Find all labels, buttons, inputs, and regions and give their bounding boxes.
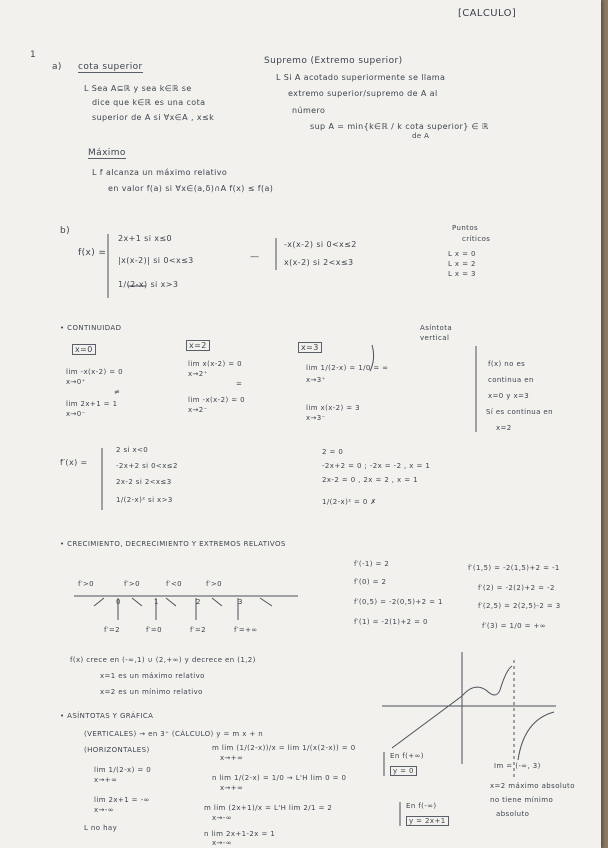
- part-a-letter: a): [52, 62, 62, 72]
- limit-sub: x→2⁺: [188, 370, 208, 378]
- derivative-zero: 2 = 0: [322, 448, 344, 456]
- derivative-zero: 2x-2 = 0 , 2x = 2 , x = 1: [322, 476, 418, 484]
- limit: lim x(x-2) = 3: [306, 404, 361, 412]
- h-limit-sub: x→+∞: [94, 776, 118, 784]
- m-limit: m lim (2x+1)/x = L'H lim 2/1 = 2: [204, 804, 333, 812]
- h-limit-sub: x→-∞: [94, 806, 114, 814]
- sign-label: f′<0: [166, 580, 182, 588]
- n-limit: n lim 2x+1-2x = 1: [204, 830, 276, 838]
- cota-line: superior de A si ∀x∈A , x≤k: [92, 113, 215, 122]
- result-box: y = 0: [390, 766, 417, 776]
- m-limit-sub: x→+∞: [220, 754, 244, 762]
- derivative-zero: 1/(2-x)² = 0 ✗: [322, 498, 377, 506]
- neq-sign: ≠: [114, 388, 121, 396]
- m-limit-sub: x→-∞: [212, 814, 232, 822]
- conclusion-line: f(x) no es: [488, 360, 526, 368]
- asintota-label: vertical: [420, 334, 450, 342]
- continuity-title: • CONTINUIDAD: [60, 324, 122, 332]
- maximo-title: Máximo: [88, 148, 126, 158]
- piece-3: 1/(2-x) si x>3: [118, 280, 179, 289]
- conclusion-line: Sí es continua en: [486, 408, 553, 416]
- no-asymptote: L no hay: [84, 824, 118, 832]
- vertical-line: (VERTICALES) → en 3⁺ (CÁLCULO) y = m x + n: [84, 730, 264, 738]
- result-label: En f(-∞): [406, 802, 437, 810]
- eq-sign: =: [236, 380, 243, 388]
- asymptotes-title: • ASÍNTOTAS Y GRÁFICA: [60, 712, 154, 720]
- derivative-piece: 2 si x<0: [116, 446, 149, 454]
- eval-right: f′(2) = -2(2)+2 = -2: [478, 584, 555, 592]
- sign-label: f′>0: [206, 580, 222, 588]
- asintota-label: Asíntota: [420, 324, 453, 332]
- eval-right: f′(2,5) = 2(2,5)-2 = 3: [478, 602, 561, 610]
- n-limit-sub: x→-∞: [212, 839, 232, 847]
- monotonic-title: • CRECIMIENTO, DECRECIMIENTO Y EXTREMOS RELATIVOS: [60, 540, 286, 548]
- box-x0: x=0: [72, 344, 96, 355]
- note-line: absoluto: [496, 810, 530, 818]
- box-x3: x=3: [298, 342, 322, 353]
- header-tag: [CALCULO]: [458, 8, 517, 19]
- fx-label: f(x) =: [78, 248, 107, 258]
- limit: lim x(x-2) = 0: [188, 360, 243, 368]
- monotonic-conclusion: f(x) crece en (-∞,1) ∪ (2,+∞) y decrece en (1,2): [70, 656, 256, 664]
- sign-label: f′>0: [78, 580, 94, 588]
- h-limit: lim 1/(2-x) = 0: [94, 766, 152, 774]
- arrow: —: [250, 252, 260, 262]
- derivative-piece: -2x+2 si 0<x≤2: [116, 462, 178, 470]
- sign-label: f′>0: [124, 580, 140, 588]
- box-x2: x=2: [186, 340, 210, 351]
- critical-title: Puntos: [452, 224, 479, 232]
- cota-line: L Sea A⊆ℝ y sea k∈ℝ se: [84, 84, 192, 93]
- below-label: f′=+∞: [234, 626, 258, 634]
- item-number: 1: [30, 50, 37, 60]
- eval-left: f′(0) = 2: [354, 578, 387, 586]
- maximo-line: L f alcanza un máximo relativo: [92, 168, 228, 177]
- graph-curve-left: [392, 666, 512, 748]
- supremo-line: L Si A acotado superiormente se llama: [276, 73, 446, 82]
- limit: lim 1/(2-x) = 1/0 = ∞: [306, 364, 389, 372]
- monotonic-conclusion: x=2 es un mínimo relativo: [100, 688, 203, 696]
- eval-right: f′(3) = 1/0 = +∞: [482, 622, 546, 630]
- derivative-piece: 2x-2 si 2<x≤3: [116, 478, 172, 486]
- n-limit-sub: x→+∞: [220, 784, 244, 792]
- derivative-label: f′(x) =: [60, 458, 88, 467]
- axis-label: 2: [196, 598, 201, 606]
- conclusion-line: x=2: [496, 424, 512, 432]
- limit: lim -x(x-2) = 0: [66, 368, 123, 376]
- horizontal-title: (HORIZONTALES): [84, 746, 150, 754]
- derivative-zero: -2x+2 = 0 ; -2x = -2 , x = 1: [322, 462, 431, 470]
- m-limit: m lim (1/(2-x))/x = lim 1/(x(2-x)) = 0: [212, 744, 356, 752]
- critical-point: L x = 0: [448, 250, 476, 258]
- cota-line: dice que k∈ℝ es una cota: [92, 98, 206, 107]
- part-b-letter: b): [60, 226, 71, 236]
- supremo-sub: de A: [412, 132, 430, 140]
- cota-title: cota superior: [78, 62, 143, 72]
- derivative-piece: 1/(2-x)² si x>3: [116, 496, 173, 504]
- eval-left: f′(-1) = 2: [354, 560, 390, 568]
- axis-label: 3: [238, 598, 243, 606]
- limit-sub: x→0⁺: [66, 378, 86, 386]
- graph-curve-right: [518, 712, 554, 760]
- monotonic-conclusion: x=1 es un máximo relativo: [100, 672, 205, 680]
- h-limit: lim 2x+1 = -∞: [94, 796, 150, 804]
- piece-2: |x(x-2)| si 0<x≤3: [118, 256, 194, 265]
- supremo-formula: sup A = min{k∈ℝ / k cota superior} ∈ ℝ: [310, 122, 489, 131]
- abs-piece-1: -x(x-2) si 0<x≤2: [284, 240, 357, 249]
- supremo-line: extremo superior/supremo de A al: [288, 89, 438, 98]
- critical-point: L x = 3: [448, 270, 476, 278]
- piece-1: 2x+1 si x≤0: [118, 234, 173, 243]
- limit-sub: x→3⁻: [306, 414, 326, 422]
- axis-label: 0: [116, 598, 121, 606]
- limit: lim -x(x-2) = 0: [188, 396, 245, 404]
- result-box: y = 2x+1: [406, 816, 449, 826]
- critical-title: críticos: [462, 235, 491, 243]
- image-range: Im = (-∞, 3): [494, 762, 541, 770]
- limit-sub: x→3⁺: [306, 376, 326, 384]
- limit-sub: x→2⁻: [188, 406, 208, 414]
- n-limit: n lim 1/(2-x) = 1/0 → L'H lim 0 = 0: [212, 774, 347, 782]
- conclusion-line: x=0 y x=3: [488, 392, 530, 400]
- below-label: f′=2: [190, 626, 206, 634]
- note-line: no tiene mínimo: [490, 796, 554, 804]
- eval-right: f′(1,5) = -2(1,5)+2 = -1: [468, 564, 560, 572]
- axis-label: 1: [154, 598, 159, 606]
- below-label: f′=2: [104, 626, 120, 634]
- limit-sub: x→0⁻: [66, 410, 86, 418]
- supremo-title: Supremo (Extremo superior): [264, 56, 403, 66]
- eval-left: f′(0,5) = -2(0,5)+2 = 1: [354, 598, 443, 606]
- conclusion-line: continua en: [488, 376, 534, 384]
- critical-point: L x = 2: [448, 260, 476, 268]
- maximo-line: en valor f(a) si ∀x∈(a,δ)∩A f(x) ≤ f(a): [108, 184, 274, 193]
- limit: lim 2x+1 = 1: [66, 400, 118, 408]
- note-line: x=2 máximo absoluto: [490, 782, 575, 790]
- below-label: f′=0: [146, 626, 162, 634]
- eval-left: f′(1) = -2(1)+2 = 0: [354, 618, 428, 626]
- abs-piece-2: x(x-2) si 2<x≤3: [284, 258, 354, 267]
- result-label: En f(+∞): [390, 752, 424, 760]
- supremo-line: número: [292, 106, 326, 115]
